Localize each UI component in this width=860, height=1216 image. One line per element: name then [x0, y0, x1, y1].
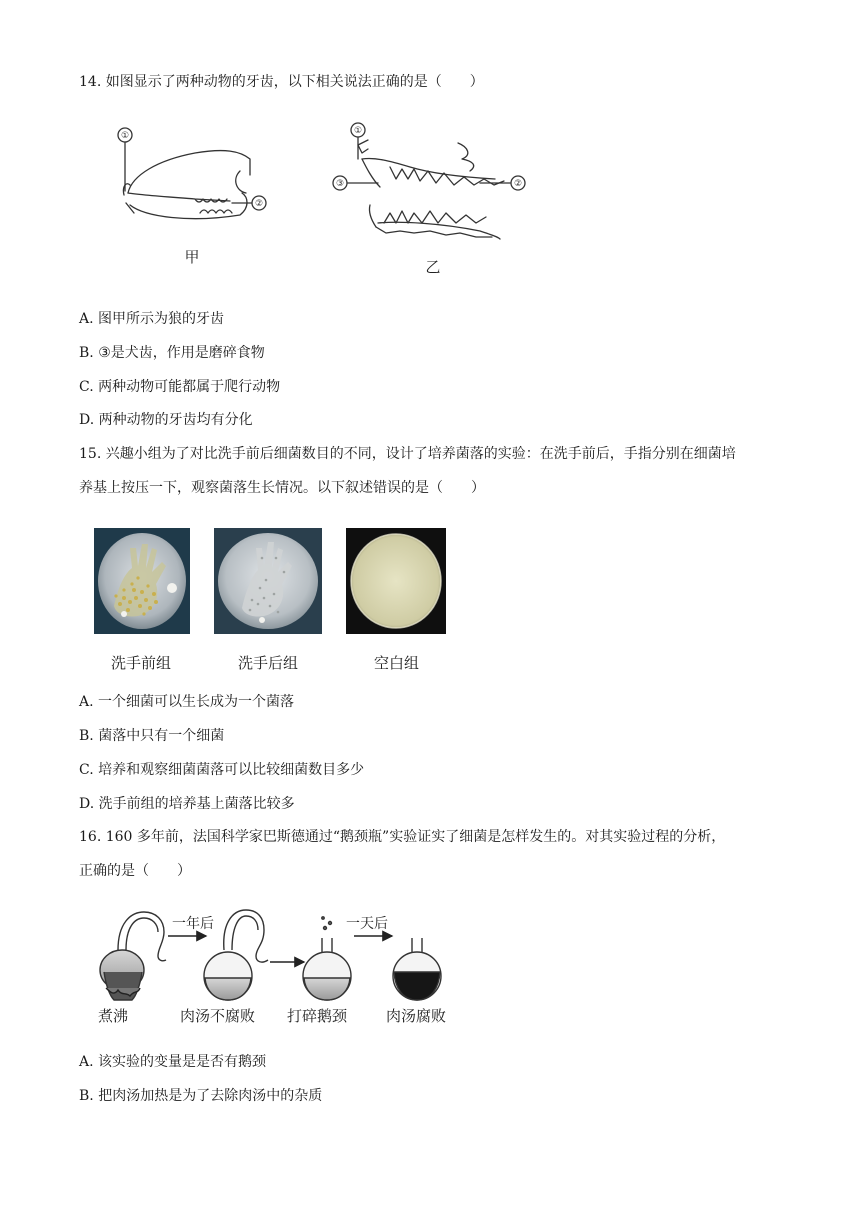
petri-dish-after-wash [214, 528, 322, 634]
q14-option-d: D. 两种动物的牙齿均有分化 [79, 412, 253, 428]
teeth-diagram [100, 115, 540, 285]
q15-option-b: B. 菌落中只有一个细菌 [79, 728, 225, 744]
petri-dish-before-wash [94, 528, 190, 634]
jaw-b-mark3: ③ [335, 179, 345, 189]
q14-option-c: C. 两种动物可能都属于爬行动物 [79, 379, 281, 395]
jaw-b-lower-teeth [384, 211, 486, 223]
q16-option-a: A. 该实验的变量是是否有鹅颈 [79, 1054, 267, 1070]
figure-label-jia: 甲 [184, 248, 200, 266]
q15-stem-line1: 15. 兴趣小组为了对比洗手前后细菌数目的不同，设计了培养菌落的实验：在洗手前后，手指分别在细菌培 [79, 446, 736, 462]
skull-a-mark2: ② [254, 199, 264, 209]
skull-a-molars-bottom [200, 210, 232, 213]
skull-a-eye [236, 171, 246, 193]
jaw-b-lower-base [376, 227, 492, 237]
arrow-label-one-year: 一年后 [172, 916, 214, 932]
skull-a-mark1: ① [120, 131, 130, 141]
q14-option-b: B. ③是犬齿，作用是磨碎食物 [79, 345, 265, 361]
petri-label-before: 洗手前组 [111, 654, 172, 672]
flask-label-not-spoiled: 肉汤不腐败 [180, 1007, 256, 1025]
flask-spoiled [393, 938, 441, 1000]
q15-petri-figure [94, 528, 450, 636]
jaw-b-canine-bottom [369, 205, 376, 227]
jaw-b-tail [358, 140, 368, 153]
flask-label-break-neck: 打碎鹅颈 [287, 1007, 348, 1025]
q15-stem-line2: 养基上按压一下，观察菌落生长情况。以下叙述错误的是（ ） [79, 480, 485, 496]
figure-label-yi: 乙 [425, 258, 441, 276]
flask-broken-neck [303, 917, 351, 1000]
petri-label-blank: 空白组 [374, 654, 420, 672]
q16-stem-line2: 正确的是（ ） [79, 863, 191, 879]
flask-label-boil: 煮沸 [98, 1007, 129, 1025]
skull-a-upper-outline [128, 151, 250, 193]
jaw-b-upper-teeth [390, 167, 504, 185]
q15-option-a: A. 一个细菌可以生长成为一个菌落 [79, 694, 295, 710]
q15-option-d: D. 洗手前组的培养基上菌落比较多 [79, 796, 295, 812]
jaw-b-ear [458, 143, 474, 171]
q15-option-c: C. 培养和观察细菌菌落可以比较细菌数目多少 [79, 762, 365, 778]
petri-label-after: 洗手后组 [238, 654, 299, 672]
jaw-b-mark2: ② [513, 179, 523, 189]
skull-a-lower-jaw [130, 193, 247, 219]
flask-label-spoiled: 肉汤腐败 [386, 1007, 447, 1025]
flask-boiling [100, 912, 166, 1000]
petri-dish-photos [94, 528, 450, 636]
arrow-label-one-day: 一天后 [346, 916, 388, 932]
q14-option-a: A. 图甲所示为狼的牙齿 [79, 311, 225, 327]
q14-stem: 14. 如图显示了两种动物的牙齿，以下相关说法正确的是（ ） [79, 74, 484, 90]
jaw-b-mark1: ① [353, 126, 363, 136]
q14-teeth-figure [100, 115, 540, 285]
q16-stem-line1: 16. 160 多年前，法国科学家巴斯德通过“鹅颈瓶”实验证实了细菌是怎样发生的。对其实验过程的分析， [79, 829, 726, 845]
skull-a-upper-jaw [128, 193, 230, 201]
q16-option-b: B. 把肉汤加热是为了去除肉汤中的杂质 [79, 1088, 323, 1104]
jaw-b-upper-line [362, 158, 495, 179]
petri-dish-blank [346, 528, 446, 634]
